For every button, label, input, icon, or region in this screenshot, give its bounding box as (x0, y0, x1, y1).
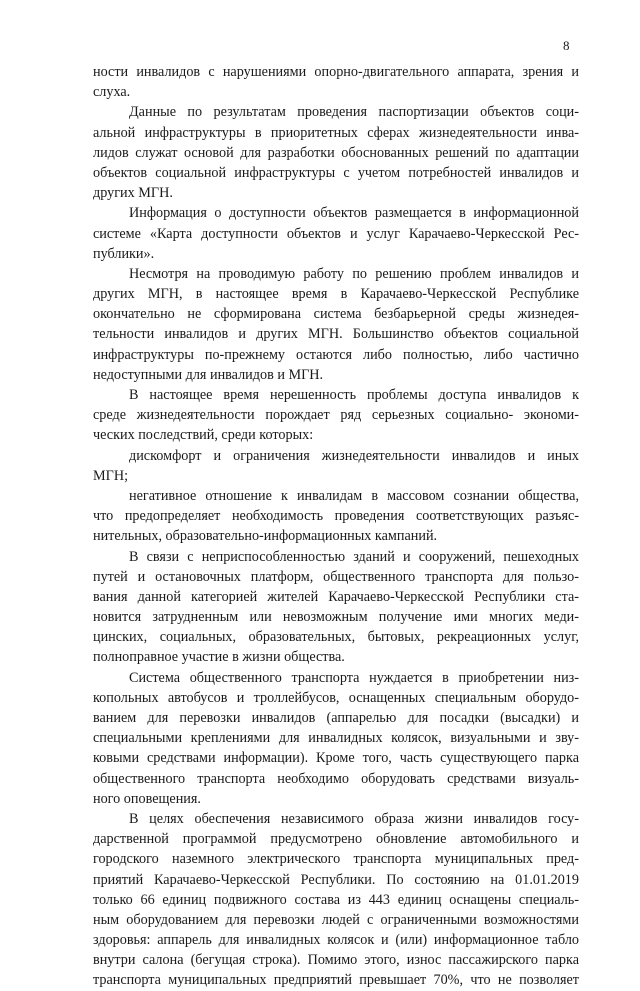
text-line: лидов служат основой для разработки обоснованных решений по адаптации (93, 144, 579, 161)
document-body (93, 62, 579, 991)
text-line: ческих последствий, среди которых: (93, 427, 314, 444)
text-line: специальными креплениями для инвалидных колясок, визуальными и зву- (93, 730, 579, 747)
text-line: цинских, социальных, образовательных, бытовых, рекреационных услуг, (93, 629, 579, 646)
text-line: городского наземного электрического транспорта муниципальных пред- (93, 851, 579, 868)
text-line: дарственной программой предусмотрено обновление автомобильного и (93, 831, 579, 848)
paragraph (93, 203, 579, 264)
text-line: ным оборудованием для перевозки людей с ограниченными возможностями (93, 911, 579, 928)
text-line: других МГН, в настоящее время в Карачаево-Черкесской Республике (93, 286, 579, 303)
text-line: копольных автобусов и троллейбусов, оснащенных специальным оборудо- (93, 689, 579, 706)
paragraph (93, 486, 579, 547)
paragraph (93, 102, 579, 203)
text-line: системе «Карта доступности объектов и услуг Карачаево-Черкесской Рес- (93, 225, 579, 242)
text-line: тельности инвалидов и других МГН. Большинство объектов социальной (93, 326, 579, 343)
text-line: инфраструктуры по-прежнему остаются либо полностью, либо частично (93, 346, 579, 363)
paragraph (93, 264, 579, 385)
text-line: ванием для перевозки инвалидов (аппарелью для посадки (высадки) и (93, 710, 579, 726)
text-line: общественного транспорта необходимо оборудовать средствами визуаль- (93, 770, 579, 787)
text-line: Данные по результатам проведения паспортизации объектов соци- (129, 104, 579, 121)
text-line: В целях обеспечения независимого образа жизни инвалидов госу- (129, 810, 579, 827)
text-line: объектов социальной инфраструктуры с учетом потребностей инвалидов и (93, 164, 579, 181)
text-line: МГН; (93, 467, 129, 484)
page-number: 8 (563, 38, 570, 53)
text-line: среде жизнедеятельности порождает ряд серьезных социально- экономи- (93, 407, 579, 424)
paragraph (93, 809, 579, 991)
paragraph (93, 385, 579, 446)
text-line: ковыми средствами информации). Кроме того, часть существующего парка (93, 750, 579, 767)
text-line: альной инфраструктуры в приоритетных сферах жизнедеятельности инва- (93, 124, 579, 141)
text-line: слуха. (93, 84, 131, 101)
text-line: новится затрудненным или невозможным получение ими многих меди- (93, 609, 579, 626)
text-line: ности инвалидов с нарушениями опорно-двигательного аппарата, зрения и (93, 64, 579, 80)
text-line: путей и остановочных платформ, общественного транспорта для пользо- (93, 568, 579, 585)
text-line: вания данной категорией жителей Карачаево-Черкесской Республики ста- (93, 588, 579, 605)
text-line: приятий Карачаево-Черкесской Республики. По состоянию на 01.01.2019 (93, 871, 579, 888)
text-line: нительных, образовательно-информационных кампаний. (93, 528, 438, 545)
paragraph (93, 668, 579, 809)
text-line: Система общественного транспорта нуждается в приобретении низ- (129, 669, 579, 686)
text-line: В настоящее время нерешенность проблемы доступа инвалидов к (129, 387, 579, 403)
text-line: Несмотря на проводимую работу по решению проблем инвалидов и (129, 265, 579, 282)
text-line: что предопределяет необходимость проведения соответствующих разъяс- (93, 508, 579, 525)
text-line: недоступными для инвалидов и МГН. (93, 366, 324, 383)
paragraph (93, 547, 579, 668)
text-line: публики». (93, 245, 155, 262)
text-line: В связи с неприспособленностью зданий и сооружений, пешеходных (129, 548, 579, 565)
text-line: других МГН. (93, 185, 173, 202)
text-line: внутри салона (бегущая строка). Помимо этого, износ пассажирского парка (93, 952, 579, 969)
text-line: только 66 единиц подвижного состава из 443 единиц оснащены специаль- (93, 891, 579, 908)
text-line: полноправное участие в жизни общества. (93, 649, 345, 666)
text-line: здоровья: аппарель для инвалидных колясок и (или) информационное табло (93, 932, 579, 949)
text-line: негативное отношение к инвалидам в массовом сознании общества, (129, 487, 579, 504)
text-line: окончательно не сформирована система безбарьерной среды жизнедея- (93, 306, 579, 323)
text-line: ного оповещения. (93, 790, 201, 807)
paragraph (93, 62, 579, 102)
text-line: Информация о доступности объектов размещается в информационной (129, 205, 579, 222)
text-line: транспорта муниципальных предприятий превышает 70%, что не позволяет (93, 972, 579, 989)
text-line: дискомфорт и ограничения жизнедеятельности инвалидов и иных (129, 447, 579, 464)
paragraph (93, 446, 579, 486)
